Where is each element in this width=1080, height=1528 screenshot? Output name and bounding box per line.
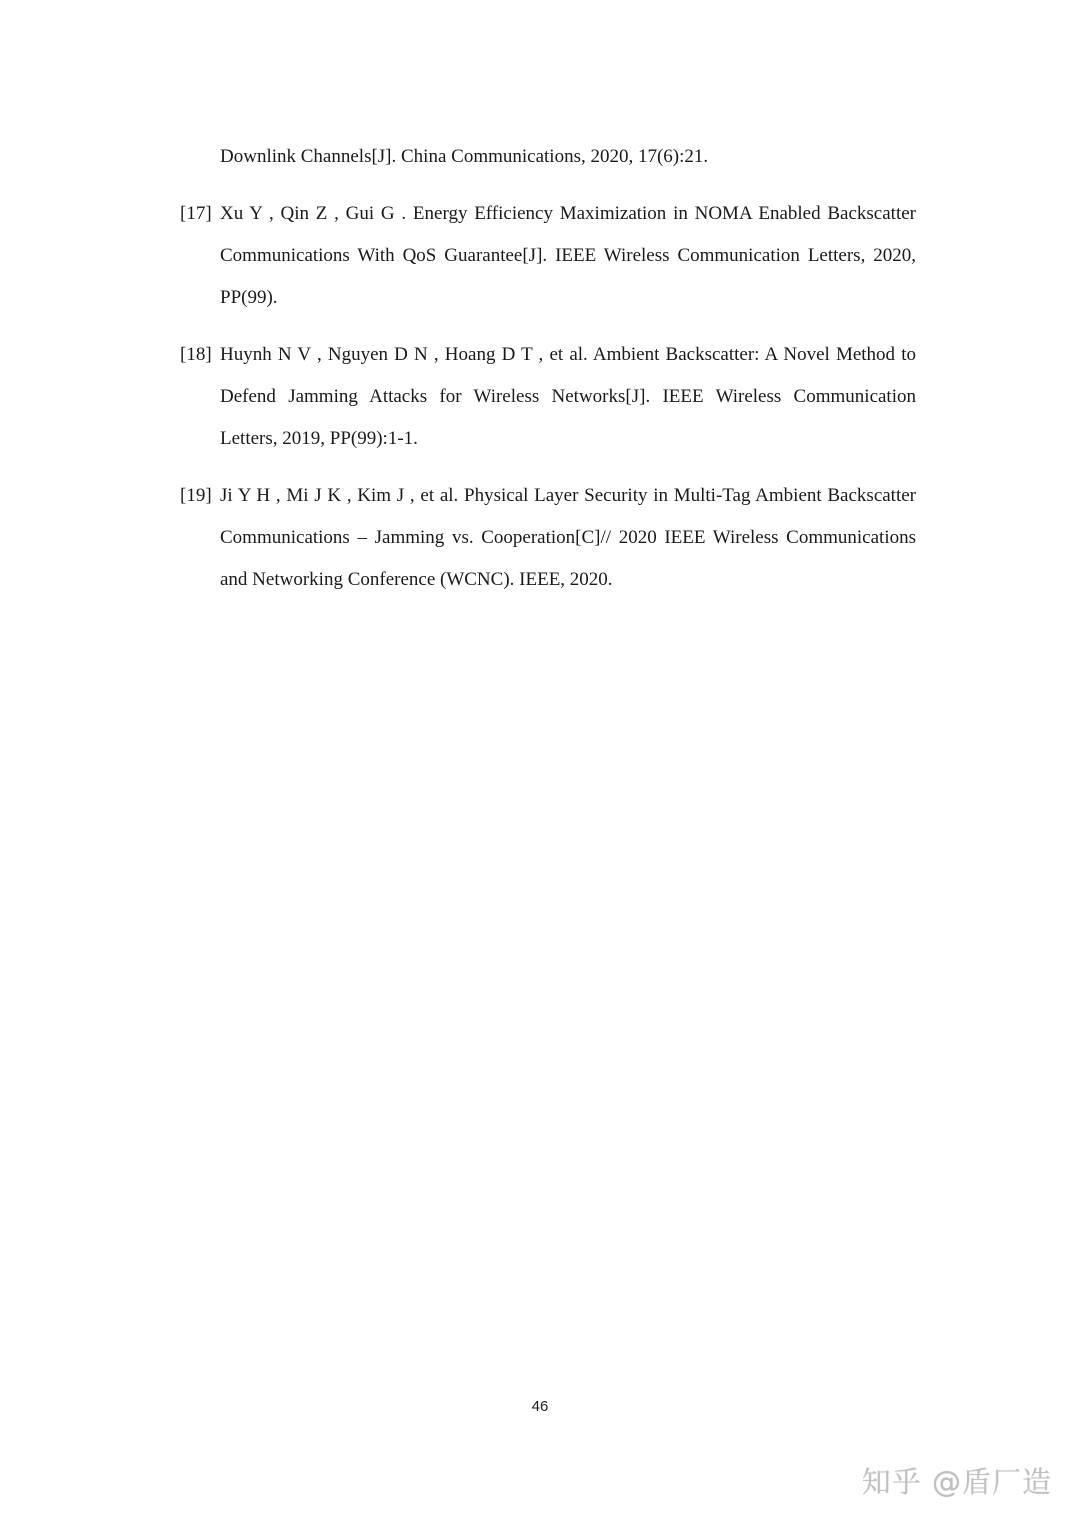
reference-item-18 [180, 334, 916, 460]
reference-list [180, 193, 916, 616]
reference-number: [18] [180, 344, 212, 365]
reference-text: Huynh N V , Nguyen D N , Hoang D T , et al. Ambient Backscatter: A Novel Method to Defend Jamming Attacks for Wireless Networks[J]. IEEE Wireless Communication Letters, 2019, PP(99):1-1. [220, 344, 916, 449]
reference-text: Xu Y , Qin Z , Gui G . Energy Efficiency Maximization in NOMA Enabled Backscatter Communications With QoS Guarantee[J]. IEEE Wireless Communication Letters, 2020, PP(99). [220, 203, 916, 308]
reference-text: Ji Y H , Mi J K , Kim J , et al. Physical Layer Security in Multi-Tag Ambient Backscatter Communications – Jamming vs. Cooperation[C]// 2020 IEEE Wireless Communications and Networking Conference (WCNC). IEEE, 2020. [220, 485, 916, 590]
reference-continuation-text: Downlink Channels[J]. China Communications, 2020, 17(6):21. [220, 146, 709, 167]
page-number: 46 [531, 1398, 549, 1415]
reference-number: [17] [180, 203, 212, 224]
reference-item-19 [180, 475, 916, 601]
reference-number: [19] [180, 485, 212, 506]
reference-item-17 [180, 193, 916, 319]
zhihu-watermark: 知乎 @盾厂造 [861, 1465, 1052, 1499]
